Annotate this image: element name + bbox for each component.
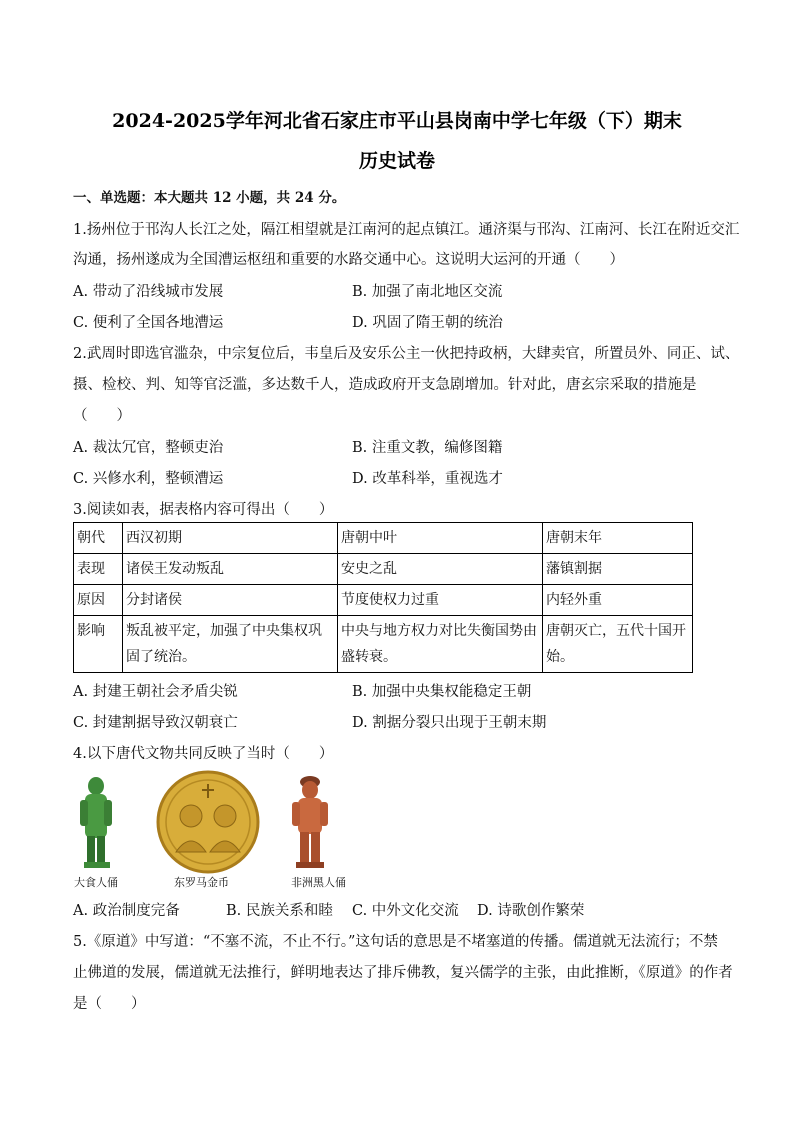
- table-cell: 影响: [74, 616, 123, 673]
- caption-byzantine-coin: 东罗马金币: [174, 876, 229, 889]
- table-cell: 朝代: [74, 523, 123, 554]
- table-cell: 内轻外重: [543, 585, 693, 616]
- q3-option-d: D. 割据分裂只出现于王朝末期: [352, 715, 547, 731]
- exam-title-line1: 2024-2025学年河北省石家庄市平山县岗南中学七年级（下）期末: [112, 110, 682, 132]
- q2-option-d: D. 改革科举，重视选才: [352, 471, 503, 487]
- q4-option-c: C. 中外文化交流: [352, 903, 459, 919]
- q2-option-b: B. 注重文教，编修图籍: [352, 440, 503, 456]
- table-cell: 分封诸侯: [123, 585, 338, 616]
- artifact-figures: [70, 770, 370, 874]
- green-figurine-image: [80, 777, 112, 868]
- q4-artifact-images: [70, 770, 370, 890]
- table-cell: 叛乱被平定，加强了中央集权巩固了统治。: [123, 616, 338, 673]
- q1-option-a: A. 带动了沿线城市发展: [73, 284, 224, 300]
- q3-table: [73, 522, 693, 673]
- table-row: [74, 585, 693, 616]
- table-cell: 唐朝中叶: [338, 523, 543, 554]
- table-cell: 表现: [74, 554, 123, 585]
- table-row: [74, 554, 693, 585]
- table-cell: 西汉初期: [123, 523, 338, 554]
- q1-option-b: B. 加强了南北地区交流: [352, 284, 503, 300]
- q2-line-3: （ ）: [73, 408, 131, 424]
- q4-stem: 4.以下唐代文物共同反映了当时（ ）: [73, 746, 334, 762]
- q3-option-c: C. 封建割据导致汉朝衰亡: [73, 715, 238, 731]
- table-cell: 节度使权力过重: [338, 585, 543, 616]
- q2-option-c: C. 兴修水利，整顿漕运: [73, 471, 224, 487]
- q1-line-1: 1.扬州位于邗沟人长江之处，隔江相望就是江南河的起点镇江。通济渠与邗沟、江南河、长江在附近交汇: [73, 222, 740, 238]
- q2-option-a: A. 裁汰冗官，整顿吏治: [73, 440, 224, 456]
- table-cell: 唐朝灭亡，五代十国开始。: [543, 616, 693, 673]
- table-row: [74, 616, 693, 673]
- q1-option-c: C. 便利了全国各地漕运: [73, 315, 224, 331]
- q4-option-b: B. 民族关系和睦: [226, 903, 333, 919]
- q1-option-d: D. 巩固了隋王朝的统治: [352, 315, 503, 331]
- q2-line-2: 摄、检校、判、知等官泛滥，多达数千人，造成政府开支急剧增加。针对此，唐玄宗采取的措施是: [73, 377, 697, 393]
- table-cell: 唐朝末年: [543, 523, 693, 554]
- caption-dashi-figurine: 大食人俑: [74, 876, 118, 889]
- table-cell: 中央与地方权力对比失衡国势由盛转衰。: [338, 616, 543, 673]
- q1-line-2: 沟通，扬州遂成为全国漕运枢纽和重要的水路交通中心。这说明大运河的开通（ ）: [73, 252, 624, 268]
- q4-option-a: A. 政治制度完备: [73, 903, 180, 919]
- table-cell: 诸侯王发动叛乱: [123, 554, 338, 585]
- q5-line-1: 5.《原道》中写道：“不塞不流，不止不行。”这句话的意思是不堵塞道的传播。儒道就无法流行；不禁: [73, 934, 718, 950]
- q3-stem: 3.阅读如表，据表格内容可得出（ ）: [73, 502, 334, 518]
- q3-option-b: B. 加强中央集权能稳定王朝: [352, 684, 532, 700]
- table-cell: 原因: [74, 585, 123, 616]
- q4-option-d: D. 诗歌创作繁荣: [477, 903, 585, 919]
- gold-coin-image: [158, 772, 258, 872]
- table-cell: 安史之乱: [338, 554, 543, 585]
- section-heading: 一、单选题：本大题共 12 小题，共 24 分。: [73, 190, 346, 206]
- caption-african-figurine: 非洲黑人俑: [291, 876, 346, 889]
- exam-title-line2: 历史试卷: [358, 150, 435, 172]
- q2-line-1: 2.武周时即选官滥杂，中宗复位后，韦皇后及安乐公主一伙把持政柄，大肆卖官，所置员外、同正、试、: [73, 346, 740, 362]
- q5-line-3: 是（ ）: [73, 996, 146, 1012]
- q3-option-a: A. 封建王朝社会矛盾尖锐: [73, 684, 238, 700]
- q5-line-2: 止佛道的发展，儒道就无法推行，鲜明地表达了排斥佛教，复兴儒学的主张，由此推断，《原道》的作者: [73, 965, 733, 981]
- table-cell: 藩镇割据: [543, 554, 693, 585]
- terracotta-figurine-image: [292, 776, 328, 868]
- table-row: [74, 523, 693, 554]
